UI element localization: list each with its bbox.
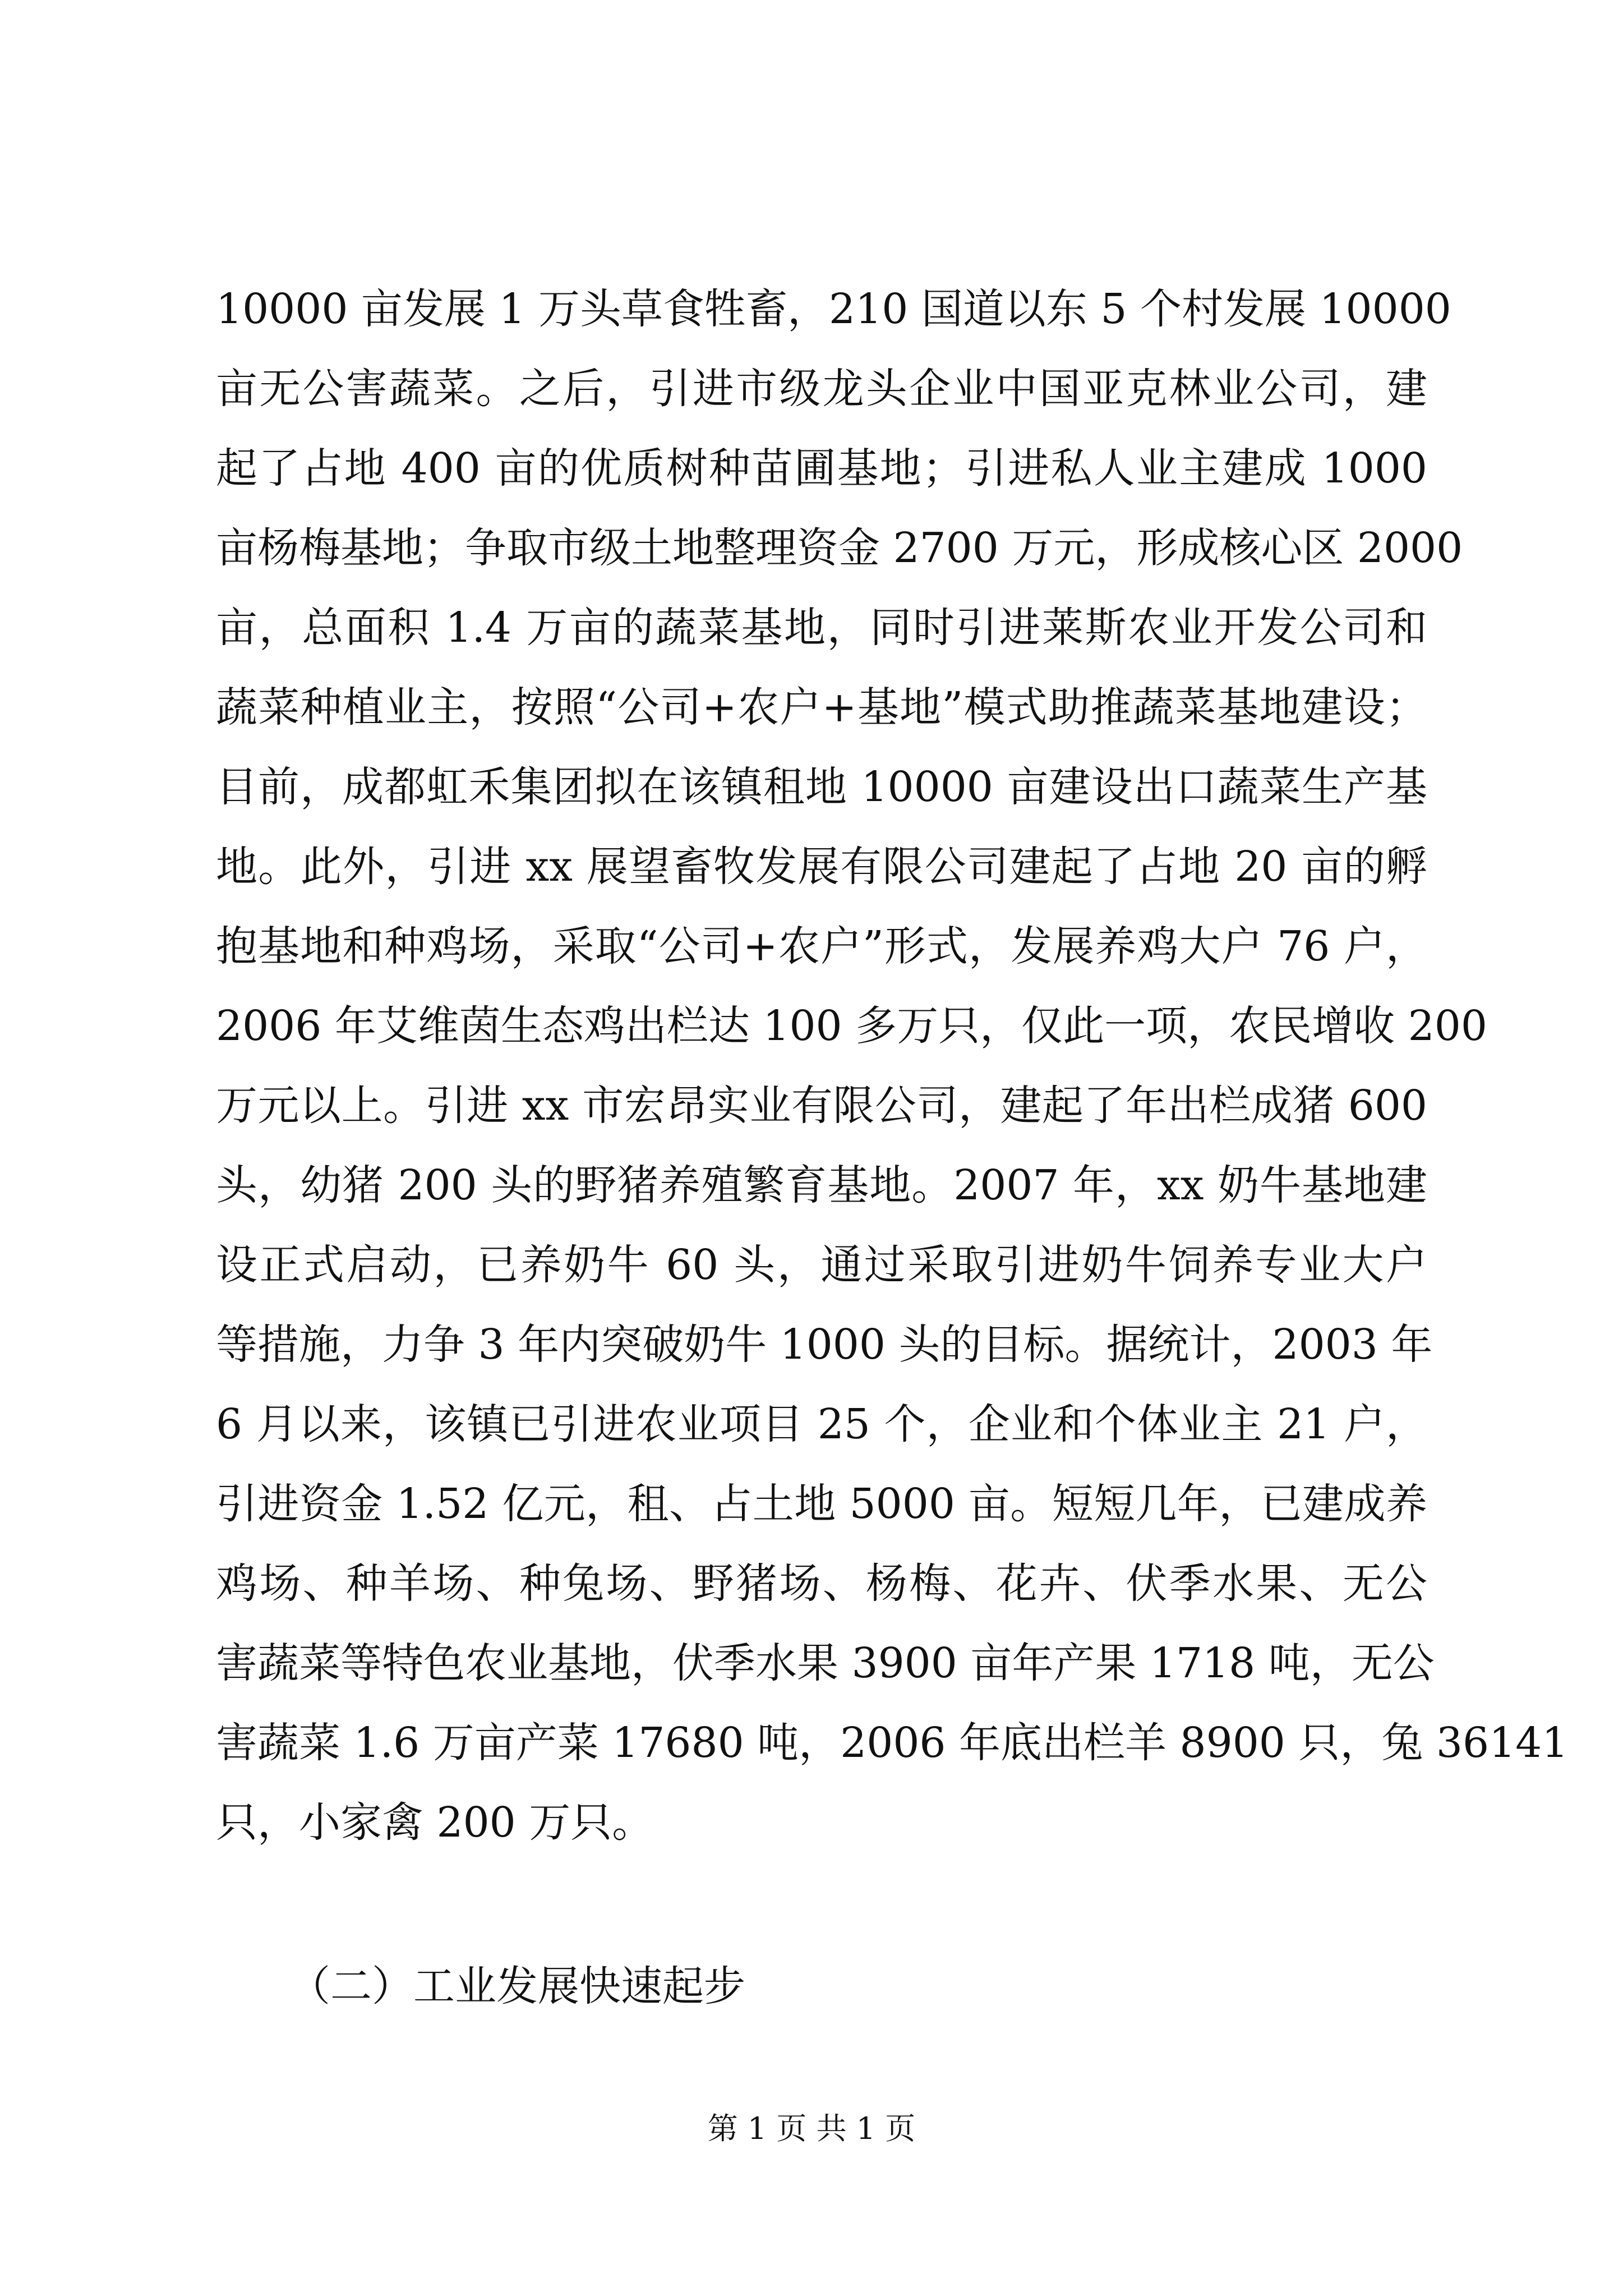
body-paragraph [216,269,1569,1862]
paragraph-line: 头，幼猪 200 头的野猪养殖繁育基地。2007 年，xx 奶牛基地建 [216,1161,1427,1209]
paragraph-line: 抱基地和种鸡场，采取“公司+农户”形式，发展养鸡大户 76 户， [216,922,1427,970]
paragraph-line: 目前，成都虹禾集团拟在该镇租地 10000 亩建设出口蔬菜生产基 [216,763,1427,811]
paragraph-line: 等措施，力争 3 年内突破奶牛 1000 头的目标。据统计，2003 年 [216,1320,1433,1369]
paragraph-line: 2006 年艾维茵生态鸡出栏达 100 多万只，仅此一项，农民增收 200 [216,1002,1487,1050]
paragraph-line: 害蔬菜等特色农业基地，伏季水果 3900 亩年产果 1718 吨，无公 [216,1639,1435,1687]
paragraph-line: 害蔬菜 1.6 万亩产菜 17680 吨，2006 年底出栏羊 8900 只，兔 36141 [216,1719,1569,1767]
paragraph-line: 起了占地 400 亩的优质树种苗圃基地；引进私人业主建成 1000 [216,444,1427,493]
paragraph-line: 10000 亩发展 1 万头草食牲畜，210 国道以东 5 个村发展 10000 [216,285,1451,333]
paragraph-line: 引进资金 1.52 亿元，租、占土地 5000 亩。短短几年，已建成养 [216,1480,1427,1528]
paragraph-line: 万元以上。引进 xx 市宏昂实业有限公司，建起了年出栏成猪 600 [216,1082,1427,1130]
paragraph-line: 亩杨梅基地；争取市级土地整理资金 2700 万元，形成核心区 2000 [216,524,1463,572]
paragraph-line: 6 月以来，该镇已引进农业项目 25 个，企业和个体业主 21 户， [216,1400,1427,1448]
page-footer: 第 1 页 共 1 页 [707,2111,916,2146]
paragraph-line: 设正式启动，已养奶牛 60 头，通过采取引进奶牛饲养专业大户 [216,1241,1427,1289]
section-heading: （二）工业发展快速起步 [289,1962,745,2010]
paragraph-line: 亩，总面积 1.4 万亩的蔬菜基地，同时引进莱斯农业开发公司和 [216,604,1427,652]
paragraph-line: 只，小家禽 200 万只。 [216,1798,654,1847]
paragraph-line: 亩无公害蔬菜。之后，引进市级龙头企业中国亚克林业公司，建 [216,365,1427,413]
paragraph-line: 蔬菜种植业主，按照“公司+农户+基地”模式助推蔬菜基地建设； [216,683,1427,731]
paragraph-line: 鸡场、种羊场、种兔场、野猪场、杨梅、花卉、伏季水果、无公 [216,1559,1427,1608]
paragraph-line: 地。此外，引进 xx 展望畜牧发展有限公司建起了占地 20 亩的孵 [216,843,1427,891]
